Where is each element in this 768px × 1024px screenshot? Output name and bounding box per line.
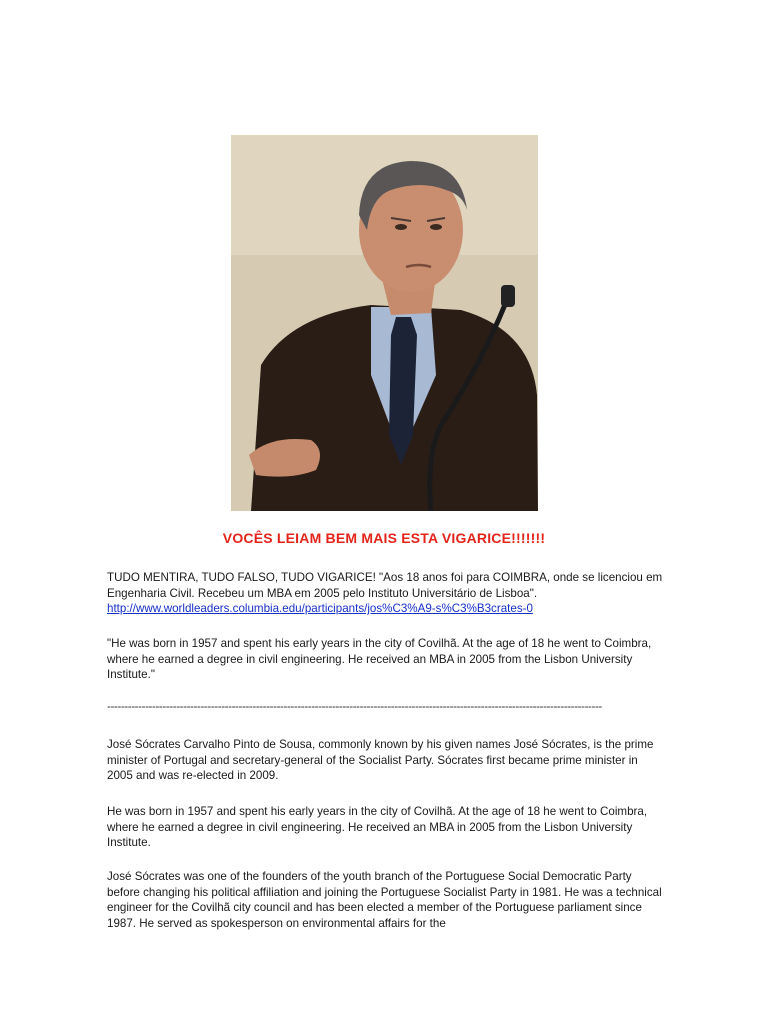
body-paragraph-3: José Sócrates was one of the founders of the youth branch of the Portuguese Social Democratic Party before changing his political affiliation and joining the Portuguese Socialist Party in 1981. He was a technical engineer for the Covilhã city council and has been elected a member of the Portuguese parliament since 1987. He served as spokesperson on environmental affairs for the <box>107 870 662 930</box>
separator-line: ----------------------------------------------------------------------------------------------------------------------------------------------- <box>107 700 602 713</box>
intro-paragraph <box>107 570 663 617</box>
body-paragraph-2: He was born in 1957 and spent his early years in the city of Covilhã. At the age of 18 he went to Coimbra, where he earned a degree in civil engineering. He received an MBA in 2005 from the Lisbon University Institute. <box>107 805 648 849</box>
columbia-link[interactable]: http://www.worldleaders.columbia.edu/participants/jos%C3%A9-s%C3%B3crates-0 <box>107 602 533 615</box>
headline: VOCÊS LEIAM BEM MAIS ESTA VIGARICE!!!!!!! <box>222 530 546 546</box>
intro-text: TUDO MENTIRA, TUDO FALSO, TUDO VIGARICE! "Aos 18 anos foi para COIMBRA, onde se licenciou em Engenharia Civil. Recebeu um MBA em 2005 pelo Instituto Universitário de Lisboa". <box>107 571 663 600</box>
portrait-photo <box>231 135 538 511</box>
quote-paragraph: "He was born in 1957 and spent his early years in the city of Covilhã. At the age of 18 he went to Coimbra, where he earned a degree in civil engineering. He received an MBA in 2005 from the Lisbon University Institute." <box>107 637 652 681</box>
portrait-image <box>231 135 538 511</box>
body-paragraph-1: José Sócrates Carvalho Pinto de Sousa, commonly known by his given names José Sócrates, is the prime minister of Portugal and secretary-general of the Socialist Party. Sócrates first became prime minister in 2005 and was re-elected in 2009. <box>107 738 654 782</box>
